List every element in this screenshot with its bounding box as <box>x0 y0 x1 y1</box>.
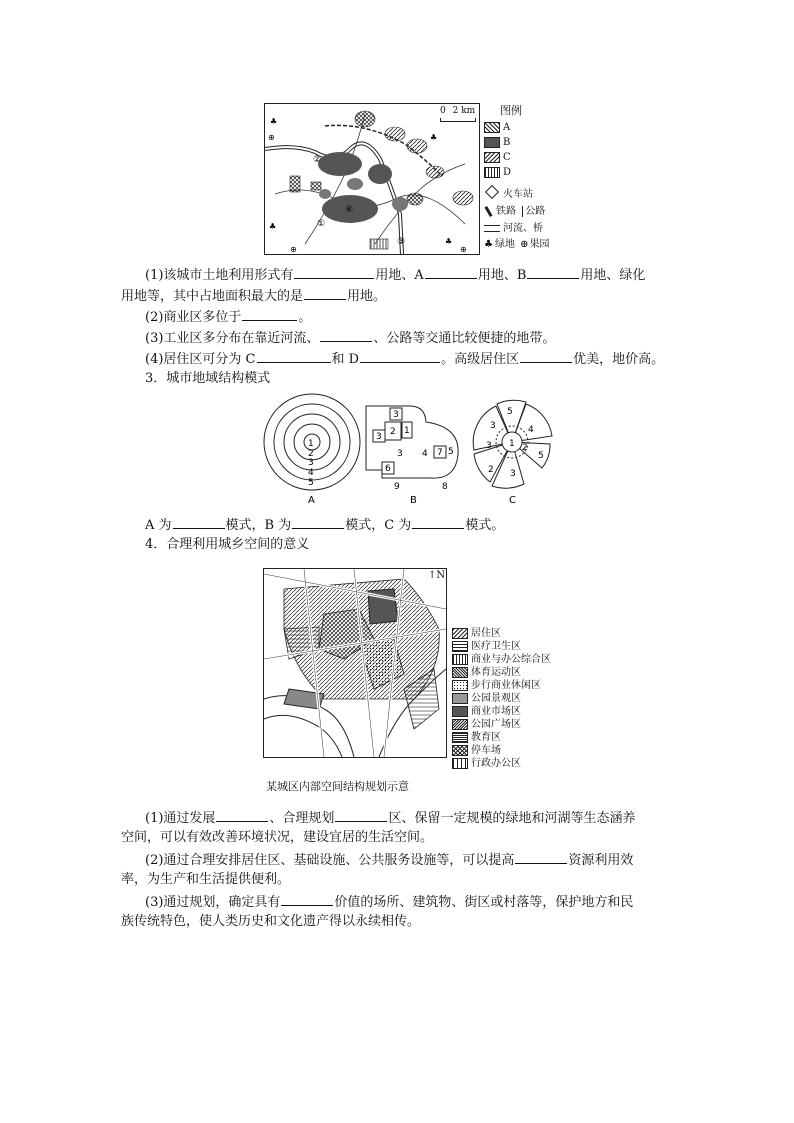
river-bridge-icon <box>484 225 500 232</box>
model-a-label: A <box>308 495 315 506</box>
swatch-admin <box>452 758 468 769</box>
q4-blank-1[interactable] <box>257 349 331 363</box>
swatch-education <box>452 732 468 743</box>
svg-text:9: 9 <box>394 482 400 492</box>
scale-line <box>440 118 476 122</box>
legend-market: 商业市场区 <box>452 705 521 718</box>
svg-text:1: 1 <box>404 426 410 436</box>
s2-line1: (2)通过合理安排居住区、基础设施、公共服务设施等，可以提高 资源利用效 <box>145 850 633 870</box>
svg-text:♣: ♣ <box>430 133 438 142</box>
section-4-heading: 4．合理利用城乡空间的意义 <box>145 537 310 552</box>
abc-blank-1[interactable] <box>173 515 225 529</box>
s3-line2: 族传统特色，使人类历史和文化遗产得以永续相传。 <box>121 914 421 929</box>
scale-distance: 2 km <box>452 106 476 116</box>
svg-text:5: 5 <box>308 478 314 488</box>
district-plan-drawing <box>264 569 446 757</box>
tree-icon: ♣ <box>484 239 493 250</box>
s1-blank-2[interactable] <box>335 808 387 822</box>
legend-park-landscape: 公园景观区 <box>452 692 521 705</box>
swatch-parking <box>452 745 468 756</box>
district-plan-map <box>263 568 447 758</box>
legend-green-orchard: ♣ 绿地 ⊕果园 <box>484 239 550 250</box>
svg-text:4: 4 <box>308 468 314 478</box>
swatch-park-landscape <box>452 693 468 704</box>
map2-caption: 某城区内部空间结构规划示意 <box>266 780 409 793</box>
s2-line2: 率，为生产和生活提供便利。 <box>121 872 291 887</box>
swatch-medical <box>452 641 468 652</box>
q1-line1: (1)该城市土地利用形式有 用地、A 用地、B 用地、绿化 <box>145 265 645 285</box>
svg-text:6: 6 <box>385 464 391 474</box>
legend-c-swatch <box>484 152 500 163</box>
s1-line1: (1)通过发展 、合理规划 区、保留一定规模的绿地和河湖等生态涵养 <box>145 808 635 828</box>
legend-commercial-office: 商业与办公综合区 <box>452 653 551 666</box>
scale-bar <box>440 106 475 116</box>
marker-2: ② <box>313 155 322 165</box>
swatch-sports <box>452 667 468 678</box>
north-arrow: ↑N <box>428 570 446 581</box>
q3-blank[interactable] <box>320 328 372 342</box>
s3-blank[interactable] <box>281 892 333 906</box>
q1-blank-2[interactable] <box>425 265 477 279</box>
legend-a-swatch <box>484 122 500 133</box>
svg-text:2: 2 <box>488 465 494 475</box>
legend-rail-road: 铁路 公路 <box>484 205 545 218</box>
svg-text:4: 4 <box>528 425 534 435</box>
legend-b-swatch <box>484 137 500 148</box>
svg-text:3: 3 <box>486 441 492 451</box>
svg-text:⊕: ⊕ <box>268 133 275 142</box>
svg-text:5: 5 <box>507 407 513 417</box>
svg-text:2: 2 <box>390 427 396 437</box>
legend-residential: 居住区 <box>452 627 501 640</box>
abc-line: A 为 模式，B 为 模式，C 为 模式。 <box>145 515 504 535</box>
marker-3: ③ <box>397 237 406 247</box>
road-icon <box>522 206 523 217</box>
legend-parking: 停车场 <box>452 744 501 757</box>
q4-blank-2[interactable] <box>360 349 440 363</box>
q1-blank-4[interactable] <box>304 286 346 300</box>
swatch-residential <box>452 628 468 639</box>
swatch-park-square <box>452 719 468 730</box>
legend-station: 火车站 <box>484 187 533 200</box>
abc-blank-2[interactable] <box>292 515 344 529</box>
q4-line: (4)居住区可分为 C 和 D 。高级居住区 优美，地价高。 <box>145 349 664 369</box>
svg-text:1: 1 <box>308 439 314 449</box>
svg-text:3: 3 <box>510 469 516 479</box>
legend-sports: 体育运动区 <box>452 666 521 679</box>
svg-text:7: 7 <box>437 448 443 458</box>
q1-line2: 用地等，其中占地面积最大的是 用地。 <box>121 286 386 306</box>
structure-models <box>260 392 570 512</box>
map1-legend-title: 图例 <box>500 104 522 117</box>
north-arrow-icon: ↑ <box>428 570 437 581</box>
map1-legend-c: C <box>484 151 511 164</box>
abc-blank-3[interactable] <box>412 515 464 529</box>
marker-1: ① <box>317 219 326 229</box>
legend-d-swatch <box>484 167 500 178</box>
legend-medical: 医疗卫生区 <box>452 640 521 653</box>
orchard-icon: ⊕ <box>520 239 529 250</box>
svg-text:5: 5 <box>448 447 454 457</box>
rail-icon <box>484 206 492 217</box>
svg-text:3: 3 <box>490 421 496 431</box>
svg-text:3: 3 <box>393 410 399 420</box>
model-b-label: B <box>410 495 417 506</box>
land-use-map-drawing <box>265 104 479 254</box>
svg-text:2: 2 <box>308 449 314 459</box>
svg-text:3: 3 <box>397 449 403 459</box>
map1-legend-b: B <box>484 136 510 149</box>
svg-text:1: 1 <box>509 439 515 449</box>
legend-admin: 行政办公区 <box>452 757 521 770</box>
svg-text:2: 2 <box>522 443 528 453</box>
map1-legend-a: A <box>484 121 510 134</box>
q1-blank-1[interactable] <box>294 265 374 279</box>
s1-line2: 空间，可以有效改善环境状况，建设宜居的生活空间。 <box>121 830 434 845</box>
s2-blank[interactable] <box>515 850 567 864</box>
legend-park-square: 公园广场区 <box>452 718 521 731</box>
model-c-label: C <box>509 495 516 506</box>
svg-text:♣: ♣ <box>269 222 277 231</box>
legend-education: 教育区 <box>452 731 501 744</box>
legend-river: 河流、桥 <box>484 222 543 235</box>
model-a-concentric <box>264 394 360 506</box>
legend-pedestrian: 步行商业休闲区 <box>452 679 541 692</box>
model-b-multinuclei <box>366 406 458 506</box>
q3-line: (3)工业区多分布在靠近河流、 、公路等交通比较便捷的地带。 <box>145 328 555 348</box>
svg-text:4: 4 <box>422 449 428 459</box>
svg-text:5: 5 <box>538 451 544 461</box>
s3-line1: (3)通过规划，确定具有 价值的场所、建筑物、街区或村落等，保护地方和民 <box>145 892 633 912</box>
svg-text:3: 3 <box>376 432 382 442</box>
q4-blank-3[interactable] <box>520 349 572 363</box>
section-3-heading: 3．城市地域结构模式 <box>145 371 271 386</box>
svg-text:⊕: ⊕ <box>460 245 467 254</box>
q1-blank-3[interactable] <box>527 265 579 279</box>
station-icon <box>485 185 499 199</box>
svg-text:3: 3 <box>308 458 314 468</box>
s1-blank-1[interactable] <box>216 808 268 822</box>
scale-zero: 0 <box>440 106 446 116</box>
land-use-map <box>264 103 480 255</box>
q2-line: (2)商业区多位于 。 <box>145 307 311 327</box>
swatch-market <box>452 706 468 717</box>
q2-blank[interactable] <box>242 307 297 321</box>
swatch-commercial-office <box>452 654 468 665</box>
swatch-pedestrian <box>452 680 468 691</box>
map1-legend-d: D <box>484 166 511 179</box>
svg-text:♣: ♣ <box>270 117 278 126</box>
svg-text:♣: ♣ <box>445 237 453 246</box>
marker-4: ④ <box>345 205 354 215</box>
svg-text:⊕: ⊕ <box>290 245 297 254</box>
svg-text:8: 8 <box>442 482 448 492</box>
model-c-sector <box>473 400 552 506</box>
